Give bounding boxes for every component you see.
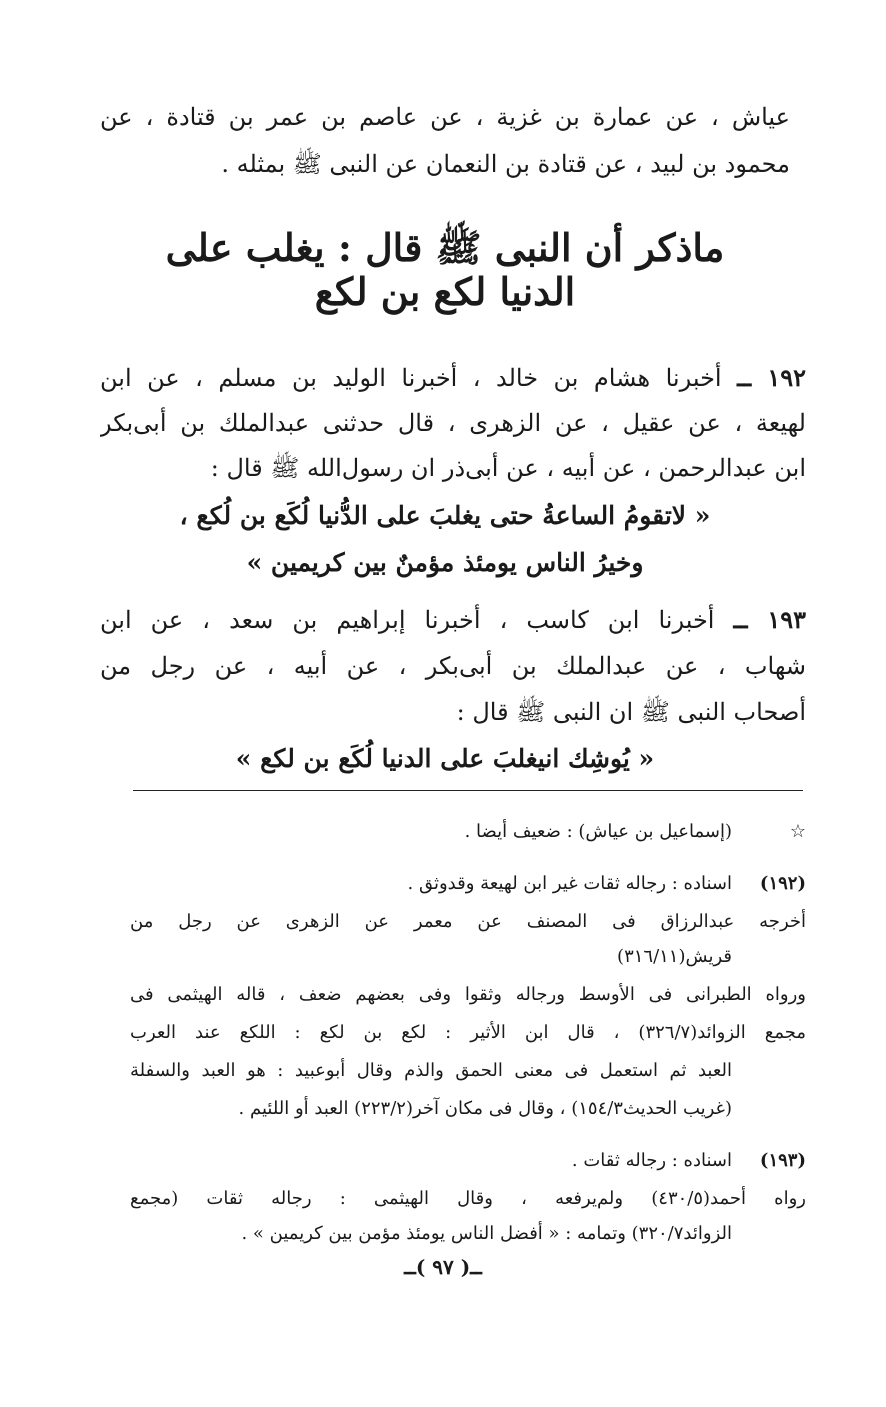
hadith-193-text-1: « يُوشِك انيغلبَ على الدنيا لُكَع بن لكع »	[235, 744, 655, 773]
hadith-192-isnad-1: أخبرنا هشام بن خالد ، أخبرنا الوليد بن مسلم ، عن ابن	[100, 364, 722, 392]
hadith-192-line-3: ابن عبدالرحمن ، عن أبيه ، عن أبى‌ذر ان رسول‌الله ﷺ قال :	[210, 454, 806, 482]
hadith-192-line-1	[100, 358, 806, 398]
footnote-192-line-1: اسناده : رجاله ثقات غير ابن لهيعة وقدوثق .	[407, 873, 732, 894]
hadith-193-line-1	[100, 600, 806, 640]
page-number: ــ( ٩٧ )ــ	[404, 1255, 482, 1279]
hadith-193-line-3: أصحاب النبى ﷺ ان النبى ﷺ قال :	[456, 698, 806, 726]
hadith-193-number: ١٩٣ ــ	[733, 605, 806, 634]
hadith-192-text-2: وخيرُ الناس يومئذ مؤمنٌ بين كريمين »	[246, 548, 644, 577]
footnote-192-line-2: أخرجه عبدالرزاق فى المصنف عن معمر عن الزهرى عن رجل من	[130, 911, 806, 932]
hadith-193-isnad-1: أخبرنا ابن كاسب ، أخبرنا إبراهيم بن سعد ، عن ابن	[100, 606, 715, 634]
footnote-192-number: (١٩٢)	[759, 873, 806, 894]
footnote-192-line-4: ورواه الطبرانى فى الأوسط ورجاله وثقوا وفى بعضهم ضعف ، قاله الهيثمى فى	[130, 984, 806, 1005]
hadith-192-line-2: لهيعة ، عن عقيل ، عن الزهرى ، قال حدثنى عبدالملك بن أبى‌بكر	[100, 409, 806, 437]
chapter-title-line-2: الدنيا لكع بن لكع	[314, 269, 576, 314]
intro-line-2: محمود بن لبيد ، عن قتادة بن النعمان عن النبى ﷺ بمثله .	[221, 150, 790, 178]
footnote-193-number: (١٩٣)	[759, 1150, 806, 1171]
hadith-193-line-2: شهاب ، عن عبدالملك بن أبى‌بكر ، عن أبيه ، عن رجل من	[100, 652, 806, 680]
footnote-192-line-6: العبد ثم استعمل فى معنى الحمق والذم وقال أبوعبيد : هو العبد والسفلة	[130, 1060, 732, 1081]
footnote-193-line-2: رواه أحمد(٤٣٠/٥) ولم‌يرفعه ، وقال الهيثمى : رجاله ثقات (مجمع	[130, 1188, 806, 1209]
footnote-star-text: (إسماعيل بن عياش) : ضعيف أيضا .	[464, 821, 732, 842]
footnote-193-line-3: الزوائد٣٢٠/٧) وتمامه : « أفضل الناس يومئذ مؤمن بين كريمين » .	[241, 1223, 732, 1244]
footnote-192-line-5: مجمع الزوائد(٣٢٦/٧) ، قال ابن الأثير : لكع بن لكع : اللكع عند العرب	[130, 1022, 806, 1043]
chapter-title-line-1: ماذكر أن النبى ﷺ قال : يغلب على	[165, 225, 725, 270]
footnote-193-line-1: اسناده : رجاله ثقات .	[571, 1150, 732, 1171]
footnote-192-line-7: (غريب الحديث١٥٤/٣) ، وقال فى مكان آخر(٢٢٣/٢) العبد أو اللئيم .	[238, 1098, 732, 1119]
hadith-192-number: ١٩٢ ــ	[737, 363, 806, 392]
star-icon: ☆	[789, 821, 806, 842]
footnote-192-line-3: قريش(٣١٦/١١)	[617, 946, 732, 967]
footnote-separator	[133, 790, 803, 791]
hadith-192-text-1: « لاتقومُ الساعةُ حتى يغلبَ على الدُّنيا لُكَع بن لُكع ،	[179, 501, 711, 530]
intro-line-1: عياش ، عن عمارة بن غزية ، عن عاصم بن عمر بن قتادة ، عن	[100, 103, 790, 131]
